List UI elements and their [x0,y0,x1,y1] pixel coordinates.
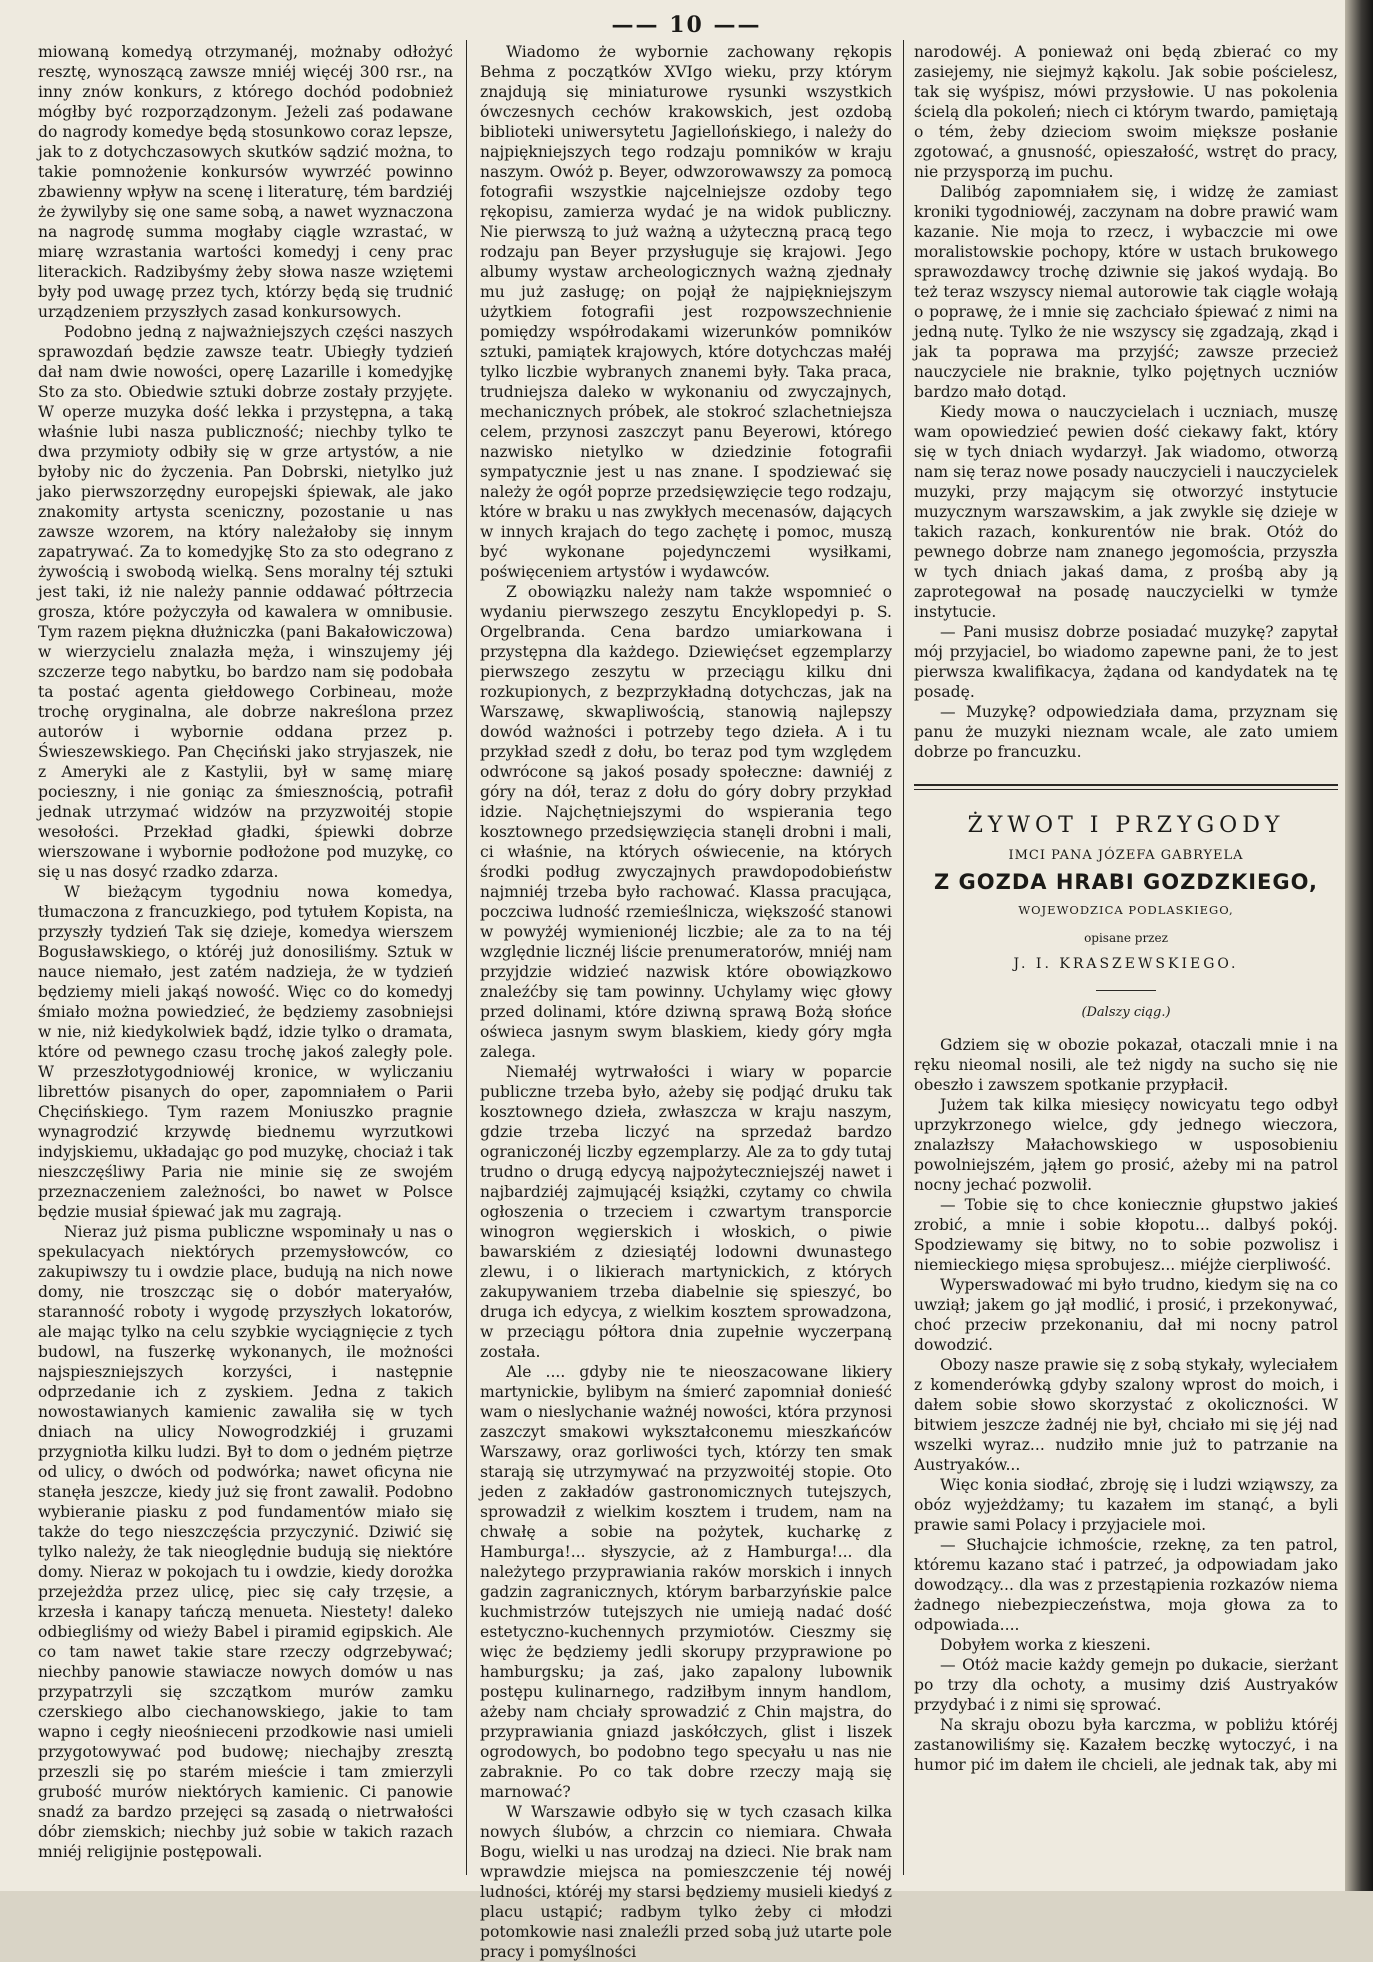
novel-hero-office: WOJEWODZICA PODLASKIEGO, [1018,903,1234,917]
continued-note: (Dalszy ciąg.) [1081,1005,1171,1020]
paragraph: Ale .... gdyby nie te nieoszacowane likiery martynickie, bylibym na śmierć zapomniał donieść wam o nieslychanie ważnéj nowości, która przynosi zaszczyt smakowi wykształconemu mieszkańców Warszawy, oraz gorliwości tych, którzy ten smak starają się utrzymywać na przyzwoitéj stopie. Oto jeden z zakładów gastronomicznych tutejszych, sprowadził z wielkim kosztem i trudem, nam na chwałę a sobie na pożytek, kucharkę z Hamburga!... słyszycie, aż z Hamburga!... dla należytego przyprawiania raków morskich i innych gadzin zagranicznych, którym barbarzyńskie palce kuchmistrzów tutejszych nie umieją nadać dość estetyczno-kuchennych przymiotów. Cieszmy się więc że będziemy jedli skorupy przyprawione po hamburgsku; ja zaś, jako zapalony lubownik postępu kulinarnego, radziłbym innym handlom, ażeby nam chciały sprowadzić z Chin majstra, do przyprawiania gniazd jaskółczych, glist i liszek ogrodowych, bo podobno tego specyału u nas nie zabraknie. Po co tak dobre rzeczy mają się marnować? [480,1363,892,1801]
column-2 [480,42,892,1961]
novel-by-line: opisane przez [1084,931,1168,945]
paragraph: W Warszawie odbyło się w tych czasach kilka nowych ślubów, a chrzcin co niemiara. Chwała Bogu, wielki u nas urodzaj na dzieci. Nie brak nam wprawdzie miejsca na pomieszczenie téj nowéj ludności, któréj my starsi będziemy musieli kiedyś z placu ustąpić; radbym tylko żeby ci młodzi potomkowie nasi znaleźli przed sobą już utarte pole pracy i pomyślności [480,1803,892,1961]
column-rule [466,40,467,1875]
paragraph: Dobyłem worka z kieszeni. [940,1636,1151,1654]
paragraph: Jużem tak kilka miesięcy nowicyatu tego odbył uprzykrzonego wielce, gdy jednego wieczora, znalazłszy Małachowskiego w usposobieniu powolniejszém, jąłem go prosić, ażeby mi na patrol nocny jechać pozwolił. [914,1096,1338,1194]
novel-title: ŻYWOT I PRZYGODY [967,813,1285,838]
paragraph: Niemałéj wytrwałości i wiary w poparcie publiczne trzeba było, ażeby się podjąć druku tak kosztownego dzieła, zwłaszcza w kraju naszym, gdzie trzeba liczyć na sprzedaż bardzo ograniczonéj liczby egzemplarzy. Ale za to gdy tutaj trudno o drugą edycyą najpożyteczniejszéj nawet i najbardziéj zajmującéj książki, czytamy co chwila ogłoszenia o trzeciem i czwartym transporcie winogron węgierskich i włoskich, o piwie bawarskiém z dziesiątéj lodowni dwunastego zlewu, i o likierach martynickich, z których zakupywaniem trzeba diabelnie się spieszyć, bo druga ich edycya, z wielkim kosztem sprowadzona, w przeciągu półtora dnia zupełnie wyczerpaną została. [480,1063,892,1361]
paragraph: Nieraz już pisma publiczne wspominały u nas o spekulacyach niektórych przemysłowców, co zakupiwszy tu i owdzie place, budują na nich nowe domy, nie troszcząc się o dobór materyałów, staranność roboty i wygodę przyszłych lokatorów, ale mając tylko na celu szybkie wyciągnięcie z tych budowl, na fuszerkę wykonanych, ile możności najspieszniejszych korzyści, i następnie odprzedanie ich z zyskiem. Jedna z takich nowostawianych kamienic zawaliła się w tych dniach na ulicy Nowogrodzkiéj i gruzami przygniotła kilku ludzi. Był to dom o jedném piętrze od ulicy, o dwóch od podwórka; nawet oficyna nie stanęła jeszcze, kiedy już się front zawalił. Podobno wybieranie piasku z pod fundamentów miało się także do tego nieszczęścia przyczynić. Dziwić się tylko należy, że tak nieoględnie budują się niektóre domy. Nieraz w pokojach tu i owdzie, kiedy dorożka przejeżdża przez ulicę, piec się cały trzęsie, a krzesła i kanapy tańczą menueta. Niestety! daleko odbiegliśmy od wieży Babel i piramid egipskich. Ale co tam nawet takie stare rzeczy odgrzebywać; niechby panowie stawiacze nowych domów u nas przypatrzyli się szczątkom murów zamku czerskiego albo ciechanowskiego, jakie to tam wapno i cegły nieośnieceni przodkowie nasi umieli przygotowywać pod budowę; niechajby zresztą przeszli się po starém mieście i tam zmierzyli grubość murów niektórych kamienic. Ci panowie snadź za bardzo przejęci są zasadą o nietrwałości dóbr ziemskich; niechby już sobie w takich razach mniéj religijnie postępowali. [38,1223,453,1861]
novel-hero-name: Z GOZDA HRABI GOZDZKIEGO, [934,870,1318,894]
page-number: —— 10 —— [611,12,762,38]
paragraph: Wyperswadować mi było trudno, kiedym się na co uwziął; jakem go jął modlić, i prosić, i przekonywać, choć przeciw przekonaniu, dał mi nocny patrol dowodzić. [914,1276,1338,1354]
paragraph: — Muzykę? odpowiedziała dama, przyznam się panu że muzyki nieznam wcale, ale zato umiem dobrze po francuzku. [914,703,1338,761]
paragraph: Podobno jedną z najważniejszych części naszych sprawozdań będzie zawsze teatr. Ubiegły tydzień dał nam dwie nowości, operę Lazarille i komedyjkę Sto za sto. Obiedwie sztuki dobrze zostały przyjęte. W operze muzyka dość lekka i przystępna, a taką właśnie lubi nasza publiczność; niechby tylko te dwa przymioty odbiły się w grze artystów, a nie byłoby nic do życzenia. Pan Dobrski, nietylko już jako pierwszorzędny europejski śpiewak, ale jako znakomity artysta sceniczny, pozostanie u nas zawsze wzorem, na który należałoby się innym zapatrywać. Za to komedyjkę Sto za sto odegrano z żywością i swobodą wielką. Sens moralny téj sztuki jest taki, iż nie należy pannie oddawać półtrzecia grosza, które pożyczyła od kawalera w omnibusie. Tym razem piękna dłużniczka (pani Bakałowiczowa) w wierzycielu znalazła męża, i winszujemy jéj szczerze tego nabytku, bo bardzo nam się podobała ta postać agenta giełdowego Corbineau, może trochę oryginalna, ale dobrze nakreślona przez autorów i wybornie oddana przez p. Świeszewskiego. Pan Chęciński jako stryjaszek, nie z Ameryki ale z Kastylii, był w samę miarę pocieszny, i nie goniąc za śmiesznością, potrafił jednak utrzymać widzów na przyzwoitéj stopie wesołości. Przekład gładki, śpiewki dobrze wierszowane i wybornie podłożone pod muzykę, co się u nas dosyć rzadko zdarza. [38,323,453,881]
column-rule [903,40,904,1875]
paragraph: Na skraju obozu była karczma, w pobliżu któréj zastanowiliśmy się. Kazałem beczkę wytoczyć, i na humor pić im dałem ile chcieli, ale jednak tak, aby mi [914,1716,1338,1774]
book-spine-edge [1345,0,1373,1891]
paragraph: Wiadomo że wybornie zachowany rękopis Behma z początków XVIgo wieku, przy którym znajdują się miniaturowe rysunki wszystkich ówczesnych cechów krakowskich, jest ozdobą biblioteki uniwersytetu Jagiellońskiego, i należy do najpiękniejszych tego rodzaju pomników w kraju naszym. Owóż p. Beyer, odwzorowawszy za pomocą fotografii wszystkie najcelniejsze ozdoby tego rękopisu, zamierza wydać je na widok publiczny. Nie pierwszą to już ważną a użyteczną pracą tego rodzaju pan Beyer przysługuje się krajowi. Jego albumy wystaw archeologicznych ważną zjednały mu już zasługę; on pojął że najpiękniejszym użytkiem fotografii jest rozpowszechnienie pomiędzy współrodakami wizerunków pomników sztuki, pamiątek krajowych, które dotychczas małéj tylko liczbie wybranych znanemi były. Taka praca, trudniejsza daleko w wykonaniu od zwyczajnych, mechanicznych próbek, ale stokroć szlachetniejsza celem, przynosi zaszczyt panu Beyerowi, którego nazwisko nietylko w dziedzinie fotografii sympatycznie jest u nas znane. I spodziewać się należy że ogół poprze przedsięwzięcie tego rodzaju, które w braku u nas zwykłych mecenasów, dających w innych krajach do tego zachętę i pomoc, muszą być wykonane pojedynczemi wysiłkami, poświęceniem artystów i wydawców. [480,43,892,581]
paragraph: W bieżącym tygodniu nowa komedya, tłumaczona z francuzkiego, pod tytułem Kopista, na przyszły tydzień Tak się dzieje, komedya wierszem Bogusławskiego, o któréj już donosiliśmy. Sztuk w nauce niemało, jest zatém nadzieja, że w tydzień będziemy mieli jakąś nowość. Więc co do komedyj śmiało można powiedzieć, że będziemy zasobniejsi w nie, niż kiedykolwiek bądź, idzie tylko o dramata, które od pewnego czasu trochę jakoś zaległy pole. W przeszłotygodniowéj kronice, w wyliczaniu librettów pisanych do oper, zapomniałem o Parii Chęcińskiego. Tym razem Moniuszko pragnie wynagrodzić krzywdę biednemu wyrzutkowi indyjskiemu, układając go pod muzykę, chociaż i tak nieszczęśliwy Paria nie minie się ze swojém przeznaczeniem zależności, bo nawet w Polsce będzie musiał śpiewać jak mu zagrają. [38,883,453,1221]
column-1 [38,42,453,1872]
paragraph: — Pani musisz dobrze posiadać muzykę? zapytał mój przyjaciel, bo wiadomo zapewne pani, że to jest pierwsza kwalifikacya, żądana od kandydatek na tę posadę. [914,623,1338,701]
section-divider [914,784,1338,790]
paragraph: narodowéj. A ponieważ oni będą zbierać co my zasiejemy, nie siejmyż kąkolu. Jak sobie pościelesz, tak się wyśpisz, mówi przysłowie. U nas pokolenia ścielą dla pokoleń; niech ci którym twardo, pamiętają o tém, żeby dzieciom swoim miększe posłanie zgotować, a gnusność, opieszałość, wstręt do pracy, nie przysporzą im puchu. [914,43,1338,181]
paragraph: — Słuchajcie ichmoście, rzeknę, za ten patrol, któremu kazano stać i patrzeć, ja odpowiadam jako dowodzący... dla was z przestąpienia rozkazów niema żadnego niebezpieczeństwa, moja głowa za to odpowiada.... [914,1536,1338,1634]
paragraph: Gdziem się w obozie pokazał, otaczali mnie i na ręku nieomal nosili, ale też nigdy na sucho się nie obeszło i zawszem spotkanie przypłacił. [914,1036,1338,1094]
paragraph: Kiedy mowa o nauczycielach i uczniach, muszę wam opowiedzieć pewien dość ciekawy fakt, który się w tych dniach wydarzył. Jak wiadomo, otworzą nam się teraz nowe posady nauczycieli i nauczycielek muzyki, przy mającym się otworzyć instytucie muzycznym warszawskim, a jak zwykle się dzieje w takich razach, konkurentów nie brak. Otóż do pewnego dobrze nam znanego jegomościa, przyszła w tych dniach jakaś dama, z prośbą aby ją zaprotegował na posadę nauczycielki w tymże instytucie. [914,403,1338,621]
serial-novel-heading [914,813,1338,1023]
paragraph: Dalibóg zapomniałem się, i widzę że zamiast kroniki tygodniowéj, zaczynam na dobre prawić wam kazanie. Nie moja to rzecz, i wybaczcie mi owe moralistowskie pochopy, które w ustach brukowego sprawozdawcy trochę dziwnie się jakoś wydają. Bo też teraz wszyscy niemal autorowie tak ciągle wołają o poprawę, że i mnie się zachciało śpiewać z nimi na jedną nutę. Tylko że nie wszyscy się zgadzają, zkąd i jak ta poprawa ma przyjść; zawsze przecież nauczyciele nie braknie, tylko pojętnych uczniów bardzo mało dotąd. [914,183,1338,401]
paragraph: Z obowiązku należy nam także wspomnieć o wydaniu pierwszego zeszytu Encyklopedyi p. S. Orgelbranda. Cena bardzo umiarkowana i przystępna dla każdego. Dziewięćset egzemplarzy pierwszego zeszytu w przeciągu kilku dni rozkupionych, z bezprzykładną dotychczas, jak na Warszawę, skwapliwością, stanowią najlepszy dowód ważności i potrzeby tego dzieła. A i tu przykład szedł z dołu, bo teraz pod tym względem odwrócone są jakoś posady społeczne: dawniéj z góry na dół, teraz z dołu do góry dobry przykład idzie. Najchętniejszymi do wspierania tego kosztownego przedsięwzięcia stanęli drobni i mali, ci właśnie, na których oświecenie, na których środki podług zwyczajnych prawdopodobieństw najmniéj trzeba było rachować. Klassa pracująca, poczciwa ludność rzemieślnicza, większość stanowi w powyżéj wymienionéj liczbie; ale za to na téj względnie licznéj liście prenumeratorów, mniéj nam przyjdzie widzieć nazwisk które obowiązkowo znaleźćby się tam powinny. Uchylamy więc głowy przed dolinami, które dziwną sprawą Bożą słońce oświeca jasnym swym blaskiem, kiedy góry mgła zalega. [480,583,892,1061]
paragraph: — Tobie się to chce koniecznie głupstwo jakieś zrobić, a mnie i sobie kłopotu... dalbyś pokój. Spodziewamy się bitwy, no to sobie pozwolisz i niemieckiego mięsa sprobujesz... miéjże cierpliwość. [914,1196,1338,1274]
novel-subtitle: IMCI PANA JÓZEFA GABRYELA [1008,848,1244,863]
paragraph: Więc konia siodłać, zbroję się i ludzi wziąwszy, za obóz wyjeżdżamy; tu kazałem im stanąć, a byli prawie sami Polacy i przyjaciele moi. [914,1476,1338,1534]
novel-author: J. I. KRASZEWSKIEGO. [1013,956,1239,972]
page-number-value: 10 [669,12,704,38]
column-3 [914,42,1338,1872]
paragraph: Obozy nasze prawie się z sobą stykały, wyleciałem z komenderówką gdyby szalony wprost do moich, i dałem sobie słowo skorzystać z okoliczności. W bitwiem jeszcze żadnéj nie był, chciało mi się jéj nad wszelki wyraz... nudziło mnie już to patrzanie na Austryaków... [914,1356,1338,1474]
heading-dash [1096,990,1156,991]
paragraph: — Otóż macie każdy gemejn po dukacie, sierżant po trzy dla ochoty, a musimy dziś Austryaków przydybać i z nimi się sprować. [914,1656,1338,1714]
paragraph: miowaną komedyą otrzymanéj, możnaby odłożyć resztę, wynoszącą zawsze mniéj więcéj 300 rsr., na inny znów konkurs, z którego dochód podobnież mógłby być rozporządzonym. Jeżeli zaś podawane do nagrody komedye będą stosunkowo coraz lepsze, jak to z dotychczasowych skutków sądzić można, to takie pomnożenie konkursów wywrzéć powinno zbawienny wpływ na scenę i literaturę, tém bardziéj że żywilyby się one same sobą, a nawet wyznaczona na nagrodę summa mogłaby ciągle wzrastać, w miarę wzrastania wartości komedyj i ceny prac literackich. Radzibyśmy żeby słowa nasze wziętemi były pod uwagę przez tych, którzy będą się trudnić urządzeniem przyszłych zasad konkursowych. [38,43,453,321]
